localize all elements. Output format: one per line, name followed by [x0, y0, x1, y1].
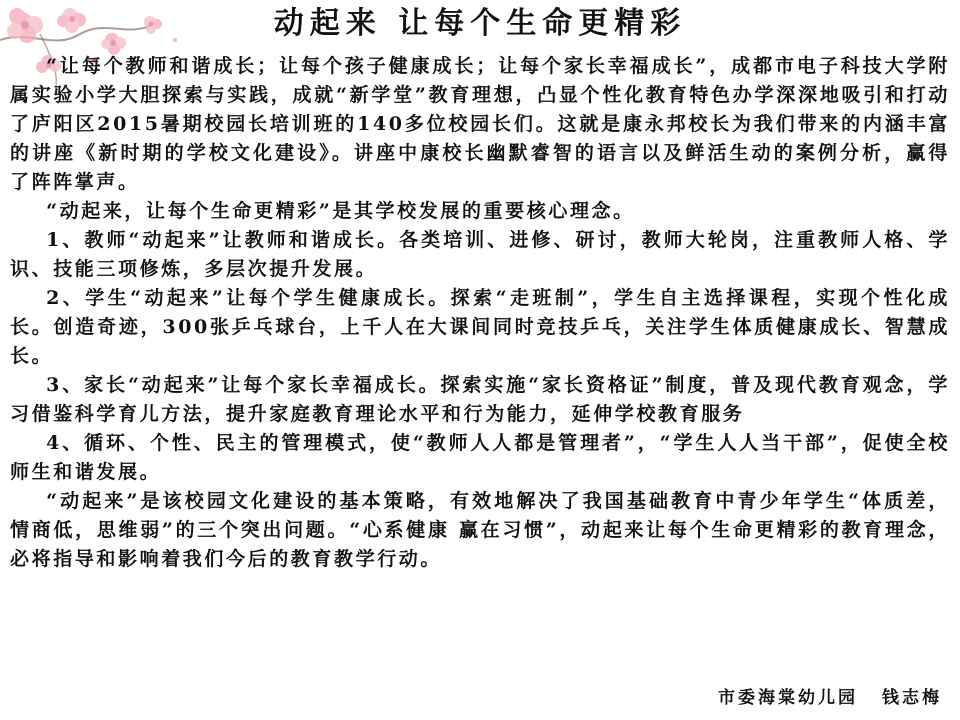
page-title: 动起来 让每个生命更精彩: [273, 6, 687, 41]
intro-paragraph: “让每个教师和谐成长；让每个孩子健康成长；让每个家长幸福成长”，成都市电子科技大学附属实验小学大胆探索与实践，成就“新学堂”教育理想，凸显个性化教育特色办学深深地吸引和打动了庐阳区2015暑期校园长培训班的140多位校园长们。这就是康永邦校长为我们带来的内涵丰富的讲座《新时期的学校文化建设》。讲座中康校长幽默睿智的语言以及鲜活生动的案例分析，赢得了阵阵掌声。: [10, 55, 950, 193]
core-idea-paragraph: “动起来，让每个生命更精彩”是其学校发展的重要核心理念。: [46, 200, 635, 222]
signature: [718, 683, 942, 708]
management-paragraph: 4、循环、个性、民主的管理模式，使“教师人人都是管理者”，“学生人人当干部”，促使全校师生和谐发展。: [10, 432, 950, 483]
students-paragraph: 2、学生“动起来”让每个学生健康成长。探索“走班制”，学生自主选择课程，实现个性化成长。创造奇迹，300张乒乓球台，上千人在大课间同时竞技乒乓，关注学生体质健康成长、智慧成长。: [10, 287, 950, 367]
signature-organization: 市委海棠幼儿园: [718, 688, 858, 708]
teachers-paragraph: 1、教师“动起来”让教师和谐成长。各类培训、进修、研讨，教师大轮岗，注重教师人格、学识、技能三项修炼，多层次提升发展。: [10, 229, 950, 280]
article-body: [10, 52, 950, 574]
parents-paragraph: 3、家长“动起来”让每个家长幸福成长。探索实施“家长资格证”制度，普及现代教育观念，学习借鉴科学育儿方法，提升家庭教育理论水平和行为能力，延伸学校教育服务: [10, 374, 950, 425]
signature-author: 钱志梅: [882, 688, 942, 708]
conclusion-paragraph: “动起来”是该校园文化建设的基本策略，有效地解决了我国基础教育中青少年学生“体质差，情商低，思维弱”的三个突出问题。“心系健康 赢在习惯”，动起来让每个生命更精彩的教育理念，必将指导和影响着我们今后的教育教学行动。: [10, 490, 950, 570]
